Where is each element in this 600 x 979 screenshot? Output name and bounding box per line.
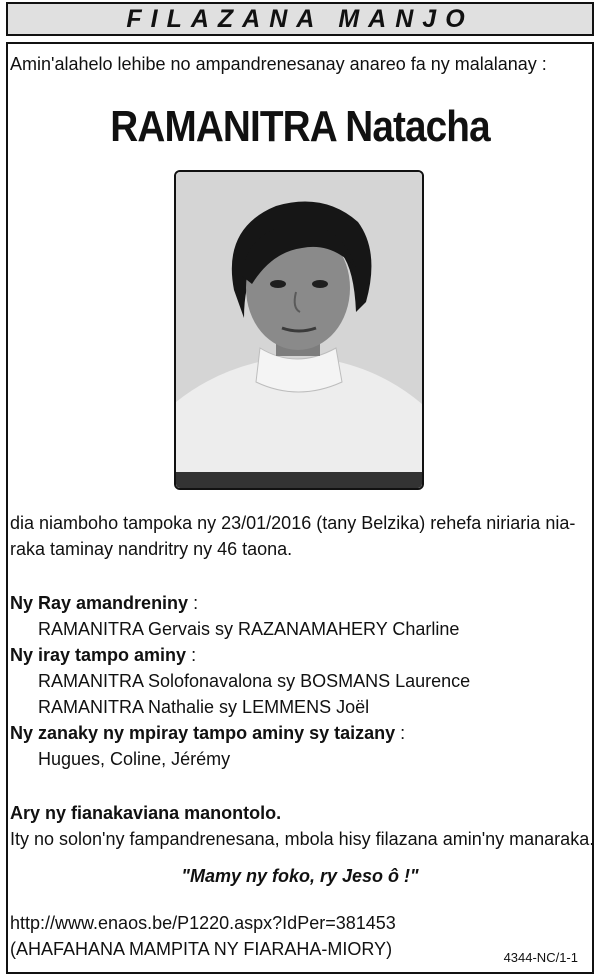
family-member: Hugues, Coline, Jérémy [38, 749, 231, 769]
portrait-image [176, 172, 422, 488]
death-text-line-1: dia niamboho tampoka ny 23/01/2016 (tany Belzika) rehefa niriaria nia- [10, 513, 576, 533]
family-member: RAMANITRA Gervais sy RAZANAMAHERY Charline [38, 619, 460, 639]
family-heading-label: Ny iray tampo aminy [10, 645, 187, 665]
closing-block [10, 800, 594, 852]
header-band [6, 2, 594, 36]
family-heading-colon: : [188, 593, 199, 613]
portrait-photo [174, 170, 424, 490]
deceased-name: RAMANITRA Natacha [110, 102, 490, 151]
link-note: (AHAFAHANA MAMPITA NY FIARAHA-MIORY) [10, 939, 393, 959]
quote-text: "Mamy ny foko, ry Jeso ô !" [181, 866, 419, 886]
closing-family-line: Ary ny fianakaviana manontolo. [10, 803, 282, 823]
memorial-link[interactable]: http://www.enaos.be/P1220.aspx?IdPer=381453 [10, 913, 396, 933]
family-heading-colon: : [186, 645, 197, 665]
family-heading-label: Ny Ray amandreniny [10, 593, 189, 613]
family-heading-siblings [10, 642, 470, 668]
header-title: FILAZANA MANJO [126, 4, 474, 33]
family-list [10, 590, 470, 772]
intro-text: Amin'alahelo lehibe no ampandrenesanay anareo fa ny malalanay : [10, 54, 547, 74]
family-member: RAMANITRA Solofonavalona sy BOSMANS Laurence [38, 671, 471, 691]
family-heading-colon: : [395, 723, 406, 743]
family-member: RAMANITRA Nathalie sy LEMMENS Joël [38, 697, 370, 717]
family-heading-parents [10, 590, 470, 616]
death-text-line-2: raka taminay nandritry ny 46 taona. [10, 539, 293, 559]
family-heading-nephews [10, 720, 470, 746]
death-paragraph [10, 510, 575, 562]
link-block [10, 910, 396, 962]
family-heading-label: Ny zanaky ny mpiray tampo aminy sy taizany [10, 723, 396, 743]
closing-note: Ity no solon'ny fampandrenesana, mbola hisy filazana amin'ny manaraka. [10, 829, 595, 849]
reference-code: 4344-NC/1-1 [503, 950, 578, 965]
